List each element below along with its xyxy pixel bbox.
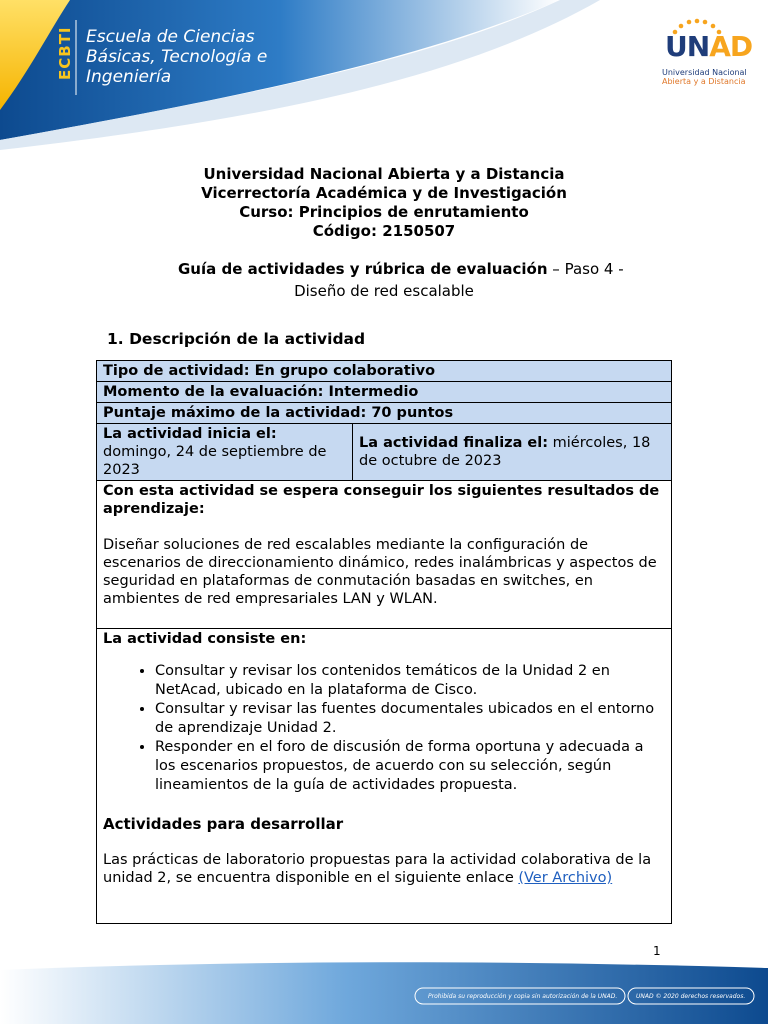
school-line-3: Ingeniería	[86, 67, 172, 87]
ecbti-label: ECBTI	[56, 26, 74, 80]
finaliza-cell	[353, 424, 672, 481]
finaliza-label: La actividad finaliza el:	[359, 435, 549, 451]
title-university: Universidad Nacional Abierta y a Distancia	[203, 165, 565, 183]
unad-sub-line2: Abierta y a Distancia	[662, 77, 746, 86]
unad-wordmark: UNAD	[665, 30, 753, 63]
inicia-value: domingo, 24 de septiembre de 2023	[103, 444, 327, 478]
unad-subtitle	[662, 68, 747, 86]
guide-title: Guía de actividades y rúbrica de evaluación – Paso 4 -	[178, 260, 624, 278]
footer-notice: Prohibida su reproducción y copia sin autorización de la UNAD.	[428, 993, 618, 1000]
title-vicerrectoria: Vicerrectoría Académica y de Investigación	[201, 184, 567, 202]
list-item: • Consultar y revisar los contenidos temáticos de la Unidad 2 en NetAcad, ubicado en la plataforma de Cisco.	[155, 662, 665, 700]
page-number: 1	[653, 944, 661, 958]
school-name	[86, 27, 267, 87]
resultados-title: Con esta actividad se espera conseguir los siguientes resultados de aprendizaje:	[103, 483, 660, 517]
school-line-2: Básicas, Tecnología e	[86, 47, 268, 67]
resultados-text: Diseñar soluciones de red escalables mediante la configuración de escenarios de direccionamiento dinámico, redes inalámbricas y aspectos de seguridad en plataformas de conmutación basadas en switches, en ambientes de red empresariales LAN y WLAN.	[103, 537, 657, 607]
section-heading: 1. Descripción de la actividad	[107, 330, 366, 348]
momento-row: Momento de la evaluación: Intermedio	[97, 382, 672, 403]
title-code: Código: 2150507	[312, 222, 456, 240]
list-item: • Consultar y revisar las fuentes documentales ubicados en el entorno de aprendizaje Unidad 2.	[155, 700, 665, 738]
finaliza-value: miércoles, 18 de octubre de 2023	[359, 435, 651, 469]
actividades-text: Las prácticas de laboratorio propuestas para la actividad colaborativa de la unidad 2, se encuentra disponible en el siguiente enlace (Ver Archivo)	[103, 852, 652, 886]
resultados-cell	[97, 481, 672, 629]
school-line-1: Escuela de Ciencias	[86, 27, 255, 47]
tipo-row: Tipo de actividad: En grupo colaborativo	[97, 361, 672, 382]
actividades-title: Actividades para desarrollar	[103, 815, 344, 833]
inicia-label: La actividad inicia el:	[103, 426, 277, 442]
activity-table	[96, 360, 672, 924]
consiste-title: La actividad consiste en:	[103, 631, 307, 647]
activity-list	[103, 662, 665, 795]
puntaje-row: Puntaje máximo de la actividad: 70 puntos	[97, 403, 672, 424]
list-item: • Responder en el foro de discusión de forma oportuna y adecuada a los escenarios propuestos, de acuerdo con su selección, según lineamientos de la guía de actividades propuesta.	[155, 738, 665, 795]
footer-banner	[0, 960, 768, 1024]
inicia-cell	[97, 424, 353, 481]
guide-subtitle: Diseño de red escalable	[294, 282, 474, 300]
consiste-cell	[97, 629, 672, 924]
ver-archivo-link[interactable]: (Ver Archivo)	[518, 870, 613, 886]
unad-sub-line1: Universidad Nacional	[662, 68, 747, 77]
footer-copyright: UNAD © 2020 derechos reservados.	[636, 993, 746, 1000]
title-course: Curso: Principios de enrutamiento	[239, 203, 529, 221]
